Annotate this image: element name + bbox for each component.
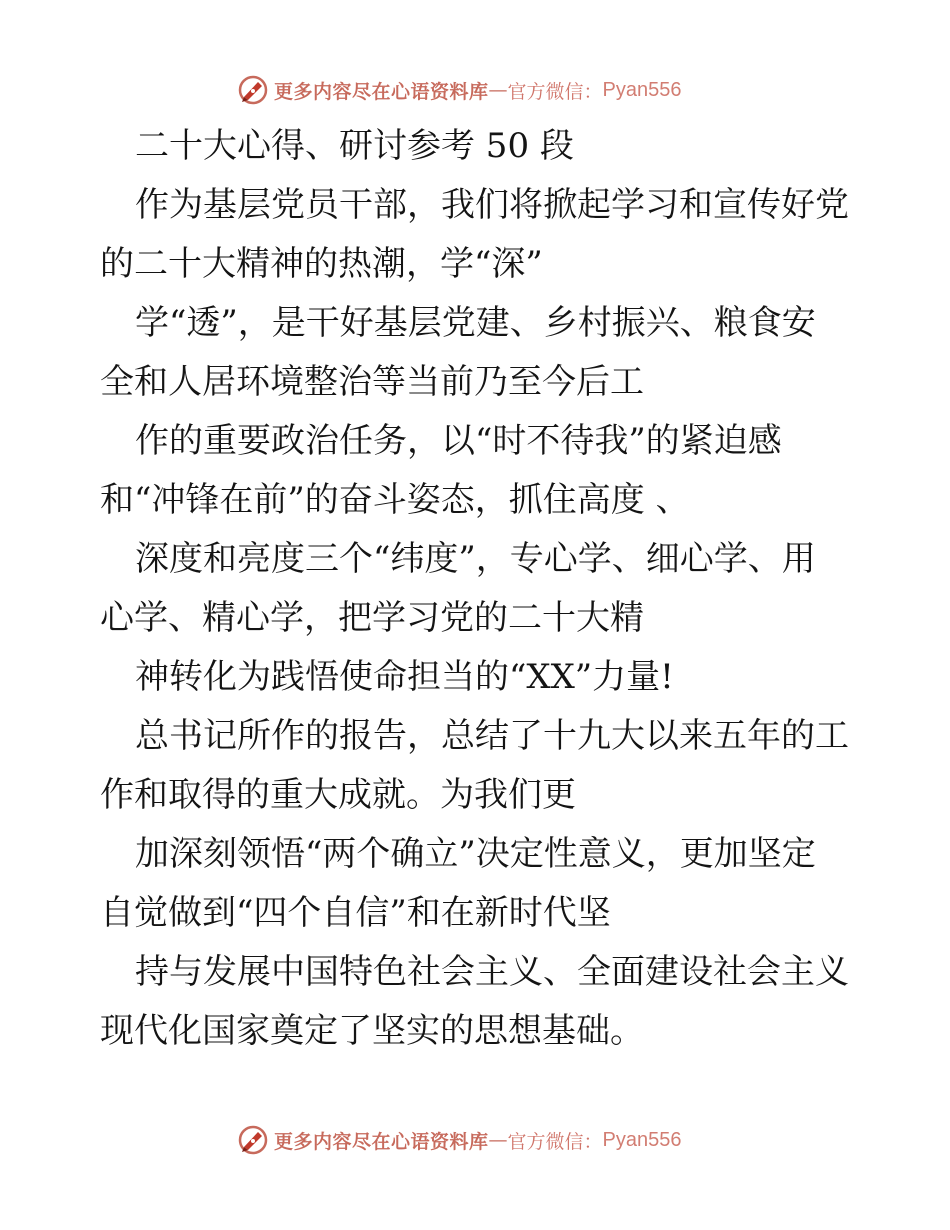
header-watermark [236, 73, 682, 107]
text-line: 作为基层党员干部，我们将掀起学习和宣传好党 [135, 185, 849, 225]
text-line: 学“透”，是干好基层党建、乡村振兴、粮食安 [135, 303, 816, 343]
pen-nib-logo-icon [236, 1123, 270, 1157]
watermark-wechat-id: Pyan556 [602, 78, 682, 101]
watermark-dash: — [488, 1129, 508, 1151]
watermark-official-label: 官方微信： [507, 1130, 603, 1153]
text-line: 心学、精心学，把学习党的二十大精 [100, 598, 644, 638]
text-line: 持与发展中国特色社会主义、全面建设社会主义 [135, 952, 849, 992]
text-line: 的二十大精神的热潮，学“深” [100, 244, 543, 284]
text-line: 自觉做到“四个自信”和在新时代坚 [100, 893, 611, 933]
watermark-text: 更多内容尽在心语资料库 [274, 80, 489, 103]
text-line: 神转化为践悟使命担当的“XX”力量! [135, 657, 674, 697]
text-line: 加深刻领悟“两个确立”决定性意义，更加坚定 [135, 834, 816, 874]
text-line: 和“冲锋在前”的奋斗姿态，抓住高度 、 [100, 480, 690, 520]
watermark-dash: — [488, 79, 508, 101]
text-line: 全和人居环境整治等当前乃至今后工 [100, 362, 644, 402]
watermark-text: 更多内容尽在心语资料库 [274, 1130, 489, 1153]
footer-watermark [236, 1123, 682, 1157]
document-title: 二十大心得、研讨参考 50 段 [135, 126, 574, 166]
text-line: 深度和亮度三个“纬度”，专心学、细心学、用 [135, 539, 816, 579]
watermark-wechat-id: Pyan556 [602, 1128, 682, 1151]
watermark-official-label: 官方微信： [507, 80, 603, 103]
text-line: 现代化国家奠定了坚实的思想基础。 [100, 1011, 644, 1051]
text-line: 总书记所作的报告，总结了十九大以来五年的工 [135, 716, 849, 756]
text-line: 作的重要政治任务，以“时不待我”的紧迫感 [135, 421, 782, 461]
pen-nib-logo-icon [236, 73, 270, 107]
text-line: 作和取得的重大成就。为我们更 [100, 775, 576, 815]
